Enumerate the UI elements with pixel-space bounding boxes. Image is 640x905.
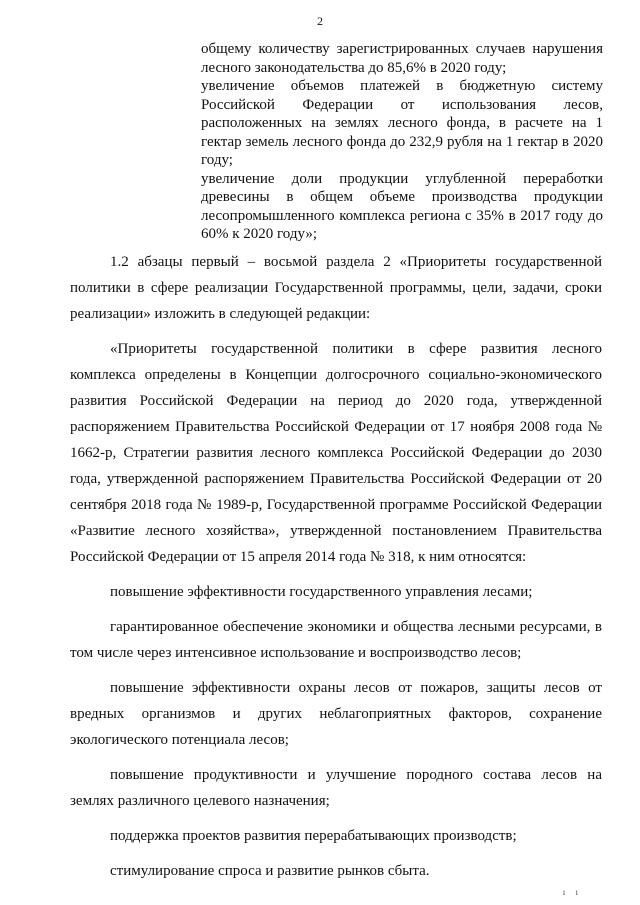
priority-item: поддержка проектов развития перерабатывающих производств; <box>110 828 517 844</box>
continued-item: увеличение объемов платежей в бюджетную систему Российской Федерации от использования лесов, расположенных на землях лесного фонда, в расчете на 1 гектар земель лесного фонда до 232,9 рубля на 1 гектар в 2020 году; <box>201 78 603 168</box>
page-number: 2 <box>317 14 323 28</box>
continued-item: увеличение доли продукции углубленной переработки древесины в общем объеме производства продукции лесопромышленного комплекса региона с 35% в 2017 году до 60% к 2020 году»; <box>201 170 603 242</box>
priority-item: гарантированное обеспечение экономики и общества лесными ресурсами, в том числе через интенсивное использование и воспроизводство лесов; <box>70 619 602 661</box>
priority-item: повышение эффективности охраны лесов от пожаров, защиты лесов от вредных организмов и других неблагоприятных факторов, сохранение экологического потенциала лесов; <box>70 680 602 748</box>
continued-item: общему количеству зарегистрированных случаев нарушения лесного законодательства до 85,6% в 2020 году; <box>201 41 603 76</box>
continued-list <box>201 40 603 244</box>
priority-item: повышение эффективности государственного управления лесами; <box>110 584 533 600</box>
priorities-intro-paragraph: «Приоритеты государственной политики в сфере развития лесного комплекса определены в Концепции долгосрочного социально-экономического развития Российской Федерации на период до 2020 года, утвержденной распоряжением Правительства Российской Федерации от 17 ноября 2008 года № 1662-р, Стратегии развития лесного комплекса Российской Федерации до 2030 года, утвержденной распоряжением Правительства Российской Федерации от 20 сентября 2018 года № 1989-р, Государственной программе Российской Федерации «Развитие лесного хозяйства», утвержденной постановлением Правительства Российской Федерации от 15 апреля 2014 года № 318, к ним относятся: <box>70 341 602 565</box>
priority-item: повышение продуктивности и улучшение породного состава лесов на землях различного целевого назначения; <box>70 767 602 809</box>
scan-marks: ı ı <box>562 887 582 897</box>
document-body <box>70 249 602 893</box>
amendment-paragraph: 1.2 абзацы первый – восьмой раздела 2 «Приоритеты государственной политики в сфере реализации Государственной программы, цели, задачи, сроки реализации» изложить в следующей редакции: <box>70 254 602 322</box>
priority-item: стимулирование спроса и развитие рынков сбыта. <box>110 863 430 879</box>
